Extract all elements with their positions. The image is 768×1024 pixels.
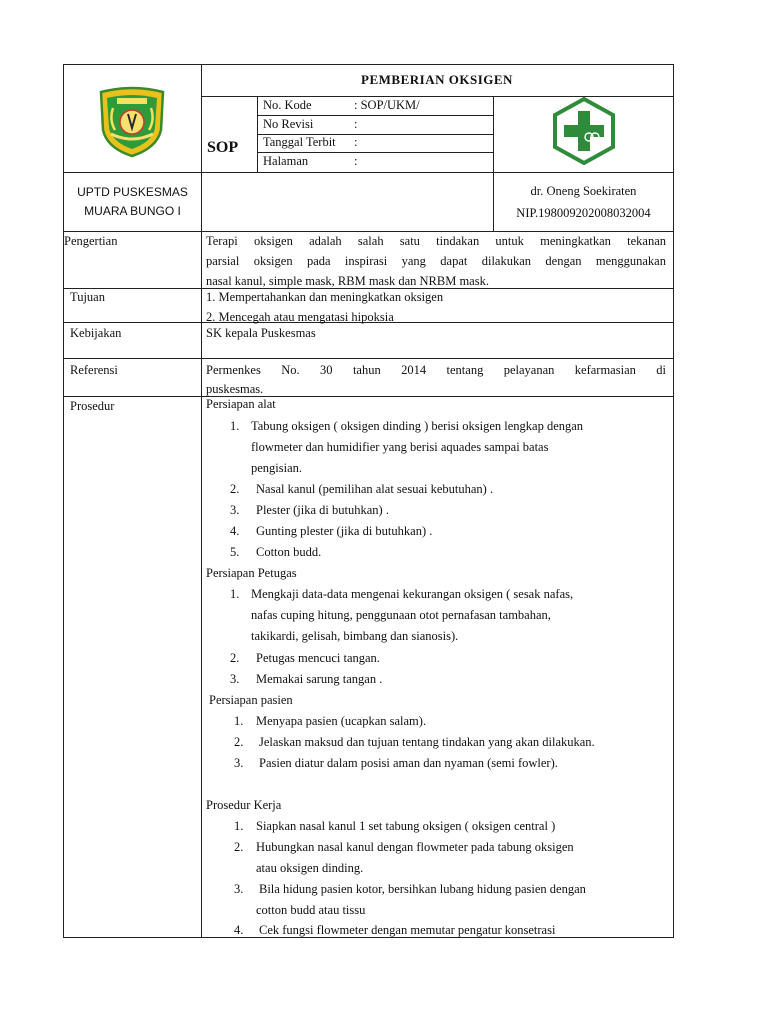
list-item-number: 1. xyxy=(230,587,240,601)
field-value-no-revisi: : xyxy=(354,117,358,131)
document-title: PEMBERIAN OKSIGEN xyxy=(361,72,513,87)
table-border-top xyxy=(63,64,674,65)
org-name-line1: UPTD PUSKESMAS xyxy=(77,185,188,199)
list-item: atau oksigen dinding. xyxy=(256,861,364,875)
list-item: Cek fungsi flowmeter dengan memutar pengatur konsetrasi xyxy=(259,923,556,937)
puskesmas-logo-icon xyxy=(552,97,616,165)
list-item: flowmeter dan humidifier yang berisi aquades sampai batas xyxy=(251,440,549,454)
list-item: Hubungkan nasal kanul dengan flowmeter pada tabung oksigen xyxy=(256,840,574,854)
list-item: cotton budd atau tissu xyxy=(256,903,366,917)
list-item: Gunting plester (jika di butuhkan) . xyxy=(256,524,433,538)
list-item-number: 2. xyxy=(234,840,244,854)
list-item-number: 3. xyxy=(230,672,240,686)
list-item: pengisian. xyxy=(251,461,303,475)
label-prosedur: Prosedur xyxy=(70,399,115,413)
referensi-line: puskesmas. xyxy=(206,382,264,396)
list-item: Memakai sarung tangan . xyxy=(256,672,383,686)
subheading-persiapan-petugas: Persiapan Petugas xyxy=(206,566,297,580)
list-item: Jelaskan maksud dan tujuan tentang tindakan yang akan dilakukan. xyxy=(259,735,595,749)
list-item: takikardi, gelisah, bimbang dan sianosis). xyxy=(251,629,459,643)
grid-line xyxy=(63,358,674,359)
regency-emblem-icon xyxy=(97,84,167,158)
list-item-number: 5. xyxy=(230,545,240,559)
list-item: Bila hidung pasien kotor, bersihkan lubang hidung pasien dengan xyxy=(259,882,586,896)
field-label-halaman: Halaman xyxy=(263,154,309,168)
subheading-prosedur-kerja: Prosedur Kerja xyxy=(206,798,282,812)
signer-nip: NIP.198009202008032004 xyxy=(516,206,651,220)
list-item-number: 4. xyxy=(234,923,244,937)
label-pengertian: Pengertian xyxy=(64,234,118,248)
referensi-line: Permenkes No. 30 tahun 2014 tentang pelayanan kefarmasian di xyxy=(206,363,666,377)
list-item: Tabung oksigen ( oksigen dinding ) berisi oksigen lengkap dengan xyxy=(251,419,584,433)
grid-line xyxy=(63,231,674,232)
list-item-number: 1. xyxy=(234,819,244,833)
field-label-no-kode: No. Kode xyxy=(263,98,312,112)
tujuan-line: 2. Mencegah atau mengatasi hipoksia xyxy=(206,310,394,324)
field-value-no-kode: : SOP/UKM/ xyxy=(354,98,420,112)
field-value-tanggal-terbit: : xyxy=(354,135,358,149)
list-item: Menyapa pasien (ucapkan salam). xyxy=(256,714,427,728)
grid-line xyxy=(201,64,202,232)
tujuan-line: 1. Mempertahankan dan meningkatkan oksigen xyxy=(206,290,444,304)
list-item: Cotton budd. xyxy=(256,545,322,559)
list-item-number: 4. xyxy=(230,524,240,538)
pengertian-line: nasal kanul, simple mask, RBM mask dan NRBM mask. xyxy=(206,274,489,288)
list-item: Plester (jika di butuhkan) . xyxy=(256,503,389,517)
grid-line xyxy=(201,231,202,938)
label-kebijakan: Kebijakan xyxy=(70,326,122,340)
label-tujuan: Tujuan xyxy=(70,290,105,304)
pengertian-line: Terapi oksigen adalah salah satu tindakan untuk meningkatkan tekanan xyxy=(206,234,666,248)
pengertian-line: parsial oksigen pada inspirasi yang dapat dilakukan dengan menggunakan xyxy=(206,254,666,268)
table-border-right xyxy=(673,64,674,938)
sop-label: SOP xyxy=(207,139,239,156)
org-name-line2: MUARA BUNGO I xyxy=(84,204,181,218)
list-item-number: 3. xyxy=(234,882,244,896)
list-item: Petugas mencuci tangan. xyxy=(256,651,380,665)
list-item-number: 2. xyxy=(234,735,244,749)
list-item: nafas cuping hitung, penggunaan otot pernafasan tambahan, xyxy=(251,608,551,622)
list-item: Siapkan nasal kanul 1 set tabung oksigen ( oksigen central ) xyxy=(256,819,556,833)
kebijakan-line: SK kepala Puskesmas xyxy=(206,326,316,340)
field-label-tanggal-terbit: Tanggal Terbit xyxy=(263,135,336,149)
list-item-number: 3. xyxy=(230,503,240,517)
list-item-number: 3. xyxy=(234,756,244,770)
subheading-persiapan-alat: Persiapan alat xyxy=(206,397,276,411)
grid-line xyxy=(63,396,674,397)
field-value-halaman: : xyxy=(354,154,358,168)
grid-line xyxy=(63,172,674,173)
label-referensi: Referensi xyxy=(70,363,118,377)
field-label-no-revisi: No Revisi xyxy=(263,117,314,131)
list-item-number: 1. xyxy=(230,419,240,433)
list-item-number: 2. xyxy=(230,651,240,665)
list-item: Mengkaji data-data mengenai kekurangan oksigen ( sesak nafas, xyxy=(251,587,574,601)
signer-name: dr. Oneng Soekiraten xyxy=(530,184,637,198)
list-item: Pasien diatur dalam posisi aman dan nyaman (semi fowler). xyxy=(259,756,558,770)
list-item-number: 2. xyxy=(230,482,240,496)
subheading-persiapan-pasien: Persiapan pasien xyxy=(209,693,293,707)
list-item: Nasal kanul (pemilihan alat sesuai kebutuhan) . xyxy=(256,482,494,496)
list-item-number: 1. xyxy=(234,714,244,728)
